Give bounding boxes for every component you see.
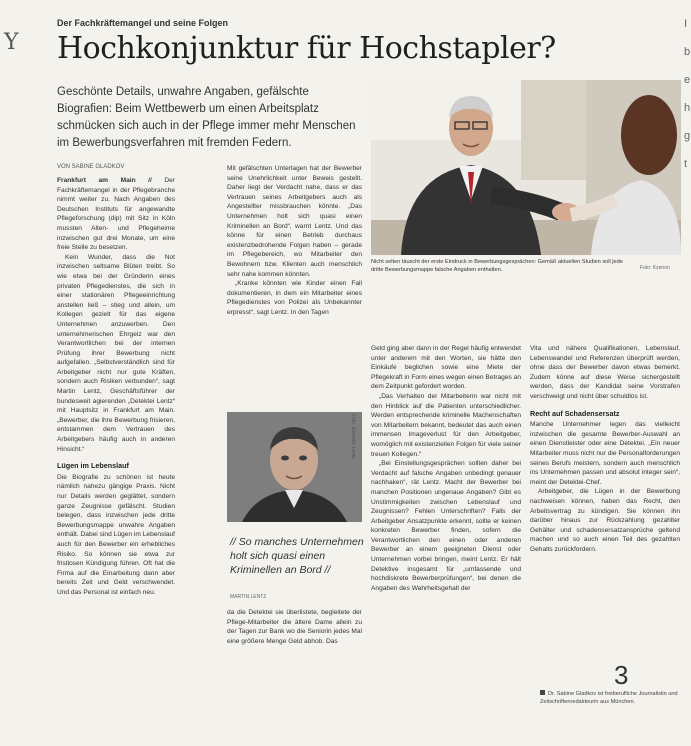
paragraph: Der Fachkräftemangel in der Pflegebranche nimmt weiter zu. Nach Angaben des Deutschen Instituts für angewandte Pflegeforschung (dip) mit Sitz in Köln mussten Alten- und Pflegeheime inzwischen gut drei Monate, um eine freie Stelle zu besetzen. — [57, 177, 175, 252]
edge-letter: t — [684, 158, 688, 170]
paragraph: Kein Wunder, dass die Not inzwischen seltsame Blüten treibt. So wie etwa bei der Gründerin eines privaten Pflegedienstes, die sich in einer stationären Pflegeeinrichtung anstellen ließ – stieg und allein, um Kollegen gezielt für das eigene Unternehmen anzuwerben. Den unternehmerischen Ehrgeiz war den Verantwortlichen bei der internen Prüfung ihrer Bewerbung nicht aufgefallen. „Selbstverständlich sind für Arbeitgeber nicht nur gute Kräften, sondern auch Risiken verbunden“, sagt Martin Lentz, Geschäftsführer der bundesweit agierenden „Detektei Lentz“ mit Hauptsitz in Frankfurt am Main. „Bewerber, die ihre Bewerbung frisieren, entstammen dem Vertrauen des Arbeitgebers häufig auch in anderen Hinsicht.“ — [57, 253, 175, 453]
paragraph: Arbeitgeber, die Lügen in der Bewerbung nachweisen können, haben das Recht, den Arbeitsvertrag zu kündigen. Sie können ihn darüber hinaus zur Rückzahlung gezahlter Gehälter und schadensersatzansprüche geltend machen und so auch einen Teil des gezahlten Gehalts zurückfordern. — [530, 488, 680, 553]
portrait-illustration — [227, 412, 362, 522]
paragraph: „Bei Einstellungsgesprächen sollten daher bei Verdacht auf falsche Angaben unbedingt genauer nachhaken“, rät Lentz. Macht der Bewerber bei manchen Positionen ungenaue Angaben? Gibt es Unstimmigkeiten zwischen Lebenslauf und Zeugnissen? Fehlen Unterschriften? Falls der Arbeitgeber Ansatzpunkte erkennt, sollte er keinen konkreten Bewerber finden, sofern die Verantwortlichen den einen oder anderen Bewerber an einem geeigneten Dienst oder Unternehmen vorbei bringen, meint Lentz. Er hält Detektive insgesamt für „umfassende und hochdiskrete Bewerberprüfungen“, bei denen die Angaben des Wahrheitsgehalt der — [371, 460, 521, 592]
article-kicker: Der Fachkräftemangel und seine Folgen — [57, 18, 229, 28]
article-lead: Geschönte Details, unwahre Angaben, gefälschte Biografien: Beim Wettbewerb um einen Arbeitsplatz schmücken sich auch in der Pflege immer mehr Menschen im Bewerbungsverfahren mit fremden Federn. — [57, 86, 356, 149]
text-column-2 — [227, 164, 362, 318]
edge-letter: g — [684, 130, 691, 142]
section-subhead: Lügen im Lebenslauf — [57, 461, 129, 471]
text-column-3 — [371, 344, 521, 593]
text-column-4 — [530, 344, 680, 554]
paragraph: da die Detektei sie überlistete, begleitete der Pflege-Mitarbeiter die ältere Dame allein zu der Tagen zur Bank wo die Seniorin jedes Mal eine größere Menge Geld abhob. Das — [227, 609, 362, 645]
author-bio — [540, 690, 680, 706]
author-bio-text: Dr. Sabine Gladkov ist freiberufliche Journalistin und Zeitschriftenredakteurin aus München. — [540, 691, 678, 705]
paragraph: Vita und nähere Qualifikationen, Lebenslauf, Lebenswandel und Referenzen überprüft werden, ohne dass der Bewerber davon etwas bemerkt. Zudem könne auf diese Weise sichergestellt werden, dass der Kandidat seine Vorstrafen verschweigt und nicht über schuldlos ist. — [530, 345, 680, 400]
paragraph: „Kranke könnten wie Kinder einen Fall dokumentieren, in dem ein Mitarbeiter eines Pflegedienstes von Polizei als Unbekannter erpresst“, sagt Lentz. In den Tagen — [227, 280, 362, 316]
pull-quote: // So manches Unternehmen holt sich quasi einen Kriminellen an Bord // — [230, 536, 364, 576]
photo-credit: Foto: Kzenon — [640, 265, 670, 271]
photo-caption: Nicht selten täuscht der erste Eindruck in Bewerbungsgesprächen: Gemäß aktuellen Studien soll jede dritte Bewerbungsmappe falsche Angaben enthalten. — [371, 259, 623, 273]
text-column-1 — [57, 176, 175, 598]
article-headline: Hochkonjunktur für Hochstapler? — [57, 31, 556, 66]
paragraph: Geld ging aber dann in der Regel häufig entwendet unter anderem mit den Worten, sie hätte den Einkäufe beglichen sowie eine Miete der Pflegekraft in Form eines wegen einen Betrages an dem Zeitpunkt gefordert worden. — [371, 345, 521, 391]
dateline: Frankfurt am Main // — [57, 177, 152, 184]
paragraph: Die Biografie zu schönen ist heute nämlich nahezu gängige Praxis. Nicht nur Details werden geglättet, sondern ganze Zeugnisse gefälscht. Studien belegen, dass inzwischen jede dritte Bewerbungsmappe unwahre Angaben enthält. Dabei sind Lügen im Lebenslauf auch für den Bewerber ein erhebliches Risiko. So können sie etwa zur fristlosen Kündigung führen. Oft hat die Firma auf die Einarbeitung dann aber bereits Zeit und Geld verschwendet. Und das Personal ist einfach neu. — [57, 473, 175, 596]
margin-mark: Y — [4, 30, 19, 55]
interview-photo — [371, 80, 681, 255]
adjacent-page-edge — [684, 10, 690, 178]
pull-quote-author: MARTIN LENTZ — [230, 594, 267, 600]
paragraph: „Das Verhalten der Mitarbeiterin war nicht mit den Hinblick auf die Patienten unterschiedlicher. Werden entsprechende kriminelle Machenschaften von Mitarbeitern bekannt, bedeutet das auch einen immensen Imageverlust für den Arbeitgeber, womöglich mit existenziellen Folgen für viele seiner treuen Kollegen.“ — [371, 392, 521, 458]
portrait-credit: Foto: Detektei Lentz — [350, 414, 356, 459]
edge-letter: e — [684, 74, 691, 86]
interview-illustration — [371, 80, 681, 255]
edge-letter: b — [684, 46, 691, 58]
page-number: 3 — [614, 660, 629, 690]
text-column-2-continued — [227, 608, 362, 646]
edge-letter: h — [684, 102, 691, 114]
article-byline: VON SABINE GLADKOV — [57, 164, 125, 170]
bullet-square-icon — [540, 690, 545, 695]
paragraph: Mit gefälschten Unterlagen hat der Bewerber seine Unehrlichkeit unter Beweis gestellt. Daher liegt der Verdacht nahe, dass er das Vertrauen seines Arbeitgebers auch als Angestellter missbrauchen könnte. „Das Unternehmen holt sich quasi einen Kriminellen an Bord“, warnt Lentz. Und das könne für einen Betrieb durchaus existenzbedrohende Folgen haben – gerade im Pflegebereich, wo Mitarbeiter den Bewohnern bzw. Klienten auch menschlich sehr nahe kommen könnten. — [227, 165, 362, 278]
edge-letter: I — [684, 18, 688, 30]
section-subhead: Recht auf Schadensersatz — [530, 408, 620, 418]
paragraph: Manche Unternehmer legen das vielleicht inzwischen die gesamte Bewerber-Auswahl an einen Dienstleister oder eine Detektei. „Ein neuer Mitarbeiter muss nicht nur die Personalforderungen seines Berufs meistern, sondern auch menschlich ins Unternehmen passen und absolut integer sein“, meint der Detektei-Chef. — [530, 421, 680, 486]
portrait-photo — [227, 412, 362, 522]
